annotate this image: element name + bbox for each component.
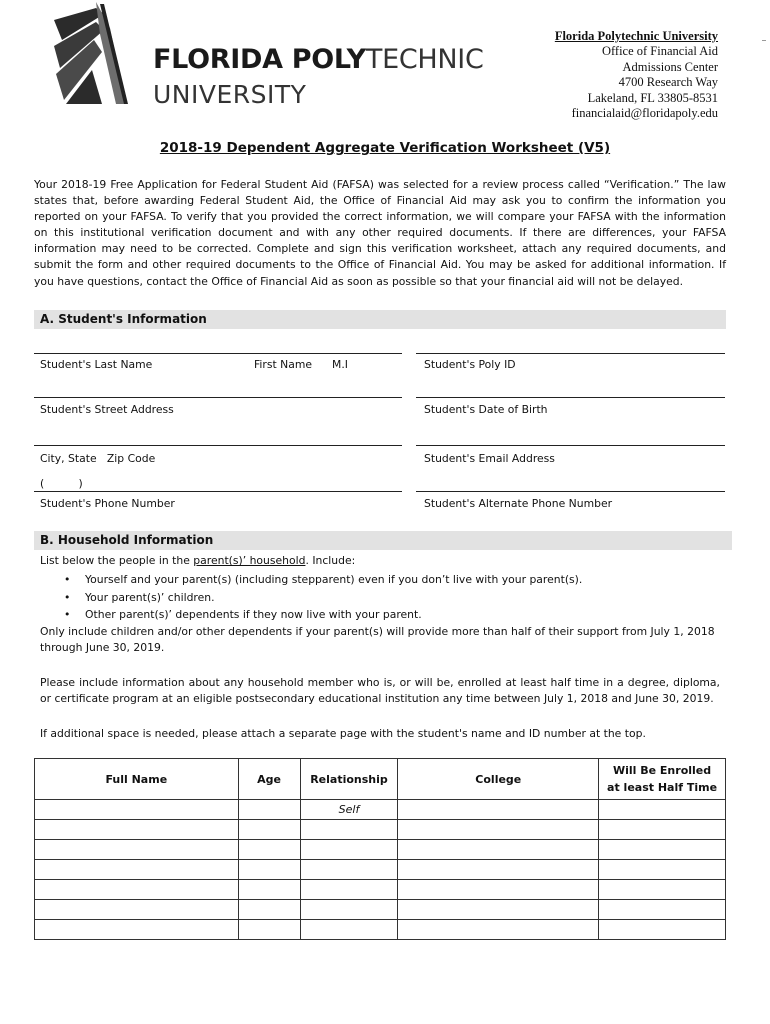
table-cell[interactable]	[398, 880, 599, 900]
table-cell[interactable]	[35, 860, 239, 880]
office-address	[555, 29, 718, 121]
table-cell[interactable]	[35, 820, 239, 840]
household-list-intro: List below the people in the parent(s)’ household. Include:	[40, 554, 356, 567]
table-cell[interactable]	[599, 860, 726, 880]
table-row	[35, 800, 726, 820]
page-title: 2018-19 Dependent Aggregate Verification Worksheet (V5)	[159, 140, 611, 156]
parents-household-link: parent(s)’ household	[193, 554, 306, 567]
table-cell[interactable]	[35, 880, 239, 900]
section-b-heading: B. Household Information	[34, 531, 732, 550]
table-cell[interactable]	[35, 800, 239, 820]
table-row	[35, 860, 726, 880]
street-address-label: Student's Street Address	[40, 403, 174, 416]
mi-label: M.I	[332, 358, 348, 371]
table-cell[interactable]	[300, 920, 398, 940]
last-name-label: Student's Last Name	[40, 358, 153, 371]
email-line[interactable]	[416, 445, 725, 446]
table-cell[interactable]	[398, 920, 599, 940]
table-cell[interactable]	[398, 820, 599, 840]
table-cell[interactable]	[238, 900, 300, 920]
table-cell[interactable]	[238, 920, 300, 940]
table-cell[interactable]	[35, 900, 239, 920]
dob-line[interactable]	[416, 397, 725, 398]
table-cell[interactable]	[599, 880, 726, 900]
table-cell[interactable]	[599, 920, 726, 940]
table-cell[interactable]	[599, 900, 726, 920]
relationship-self-cell[interactable]: Self	[300, 800, 398, 820]
florida-poly-logo-mark-icon	[52, 0, 142, 108]
table-row	[35, 820, 726, 840]
enrollment-note: Please include information about any household member who is, or will be, enrolled at least half time in a degree, diploma, or certificate program at an eligible postsecondary educational institution any time between July 1, 2018 and June 30, 2019.	[40, 676, 720, 705]
col-full-name: Full Name	[35, 759, 239, 800]
table-header-row	[35, 759, 726, 800]
list-item: • Your parent(s)’ children.	[40, 589, 726, 607]
table-cell[interactable]	[238, 880, 300, 900]
table-cell[interactable]	[599, 800, 726, 820]
col-age: Age	[238, 759, 300, 800]
city-state-zip-line[interactable]	[34, 445, 402, 446]
col-relationship: Relationship	[300, 759, 398, 800]
first-name-label: First Name	[254, 358, 313, 371]
table-cell[interactable]	[300, 860, 398, 880]
city-state-zip: Lakeland, FL 33805-8531	[587, 90, 718, 105]
university-name: Florida Polytechnic University	[554, 29, 718, 43]
table-cell[interactable]	[300, 820, 398, 840]
col-college: College	[398, 759, 599, 800]
table-cell[interactable]	[398, 900, 599, 920]
table-cell[interactable]	[300, 880, 398, 900]
list-item: • Yourself and your parent(s) (including stepparent) even if you don’t live with your parent(s).	[40, 571, 726, 589]
street-address-line[interactable]	[34, 397, 402, 398]
table-cell[interactable]	[398, 800, 599, 820]
alt-phone-label: Student's Alternate Phone Number	[424, 497, 613, 510]
table-row	[35, 920, 726, 940]
table-cell[interactable]	[300, 900, 398, 920]
table-cell[interactable]	[599, 840, 726, 860]
logo-wordmark: FLORIDA POLYTECHNIC	[153, 44, 484, 75]
phone-area-code-paren: ( )	[40, 477, 83, 490]
include-list	[40, 571, 726, 623]
logo-wordmark-university: UNIVERSITY	[153, 80, 307, 109]
table-cell[interactable]	[238, 800, 300, 820]
table-row	[35, 880, 726, 900]
table-cell[interactable]	[300, 840, 398, 860]
section-a-heading: A. Student's Information	[34, 310, 726, 329]
table-cell[interactable]	[238, 840, 300, 860]
household-table	[34, 758, 726, 940]
list-item: • Other parent(s)’ dependents if they now live with your parent.	[40, 607, 726, 623]
additional-space-note: If additional space is needed, please attach a separate page with the student's name and ID number at the top.	[40, 727, 646, 740]
dob-label: Student's Date of Birth	[424, 403, 548, 416]
col-enrolled-half-time: Will Be Enrolled at least Half Time	[599, 759, 726, 800]
phone-label: Student's Phone Number	[40, 497, 175, 510]
phone-line[interactable]	[34, 491, 402, 492]
poly-id-label: Student's Poly ID	[424, 358, 516, 371]
table-cell[interactable]	[238, 820, 300, 840]
building-name: Admissions Center	[622, 59, 718, 74]
intro-paragraph: Your 2018-19 Free Application for Federal Student Aid (FAFSA) was selected for a review process called “Verification.” The law states that, before awarding Federal Student Aid, the Office of Financial Aid may ask you to confirm the information you reported on your FAFSA. To verify that you provided the correct information, we will compare your FAFSA with the information on this institutional verification document and with any other required documents. If there are differences, your FAFSA information may need to be corrected. Complete and sign this verification worksheet, attach any required documents, and submit the form and other required documents to the Office of Financial Aid. You may be asked for additional information. If you have questions, contact the Office of Financial Aid as soon as possible so that your financial aid will not be delayed.	[34, 178, 726, 288]
poly-id-line[interactable]	[416, 353, 725, 354]
table-row	[35, 840, 726, 860]
table-cell[interactable]	[599, 820, 726, 840]
office-name: Office of Financial Aid	[601, 44, 718, 59]
table-row	[35, 900, 726, 920]
city-state-zip-label: City, State Zip Code	[40, 452, 156, 465]
table-cell[interactable]	[398, 840, 599, 860]
table-cell[interactable]	[35, 920, 239, 940]
table-cell[interactable]	[398, 860, 599, 880]
scan-mark	[762, 40, 766, 41]
table-cell[interactable]	[238, 860, 300, 880]
only-include-note: Only include children and/or other dependents if your parent(s) will provide more than half of their support from July 1, 2018 through June 30, 2019.	[40, 625, 715, 654]
street-address: 4700 Research Way	[618, 75, 718, 90]
alt-phone-line[interactable]	[416, 491, 725, 492]
table-cell[interactable]	[35, 840, 239, 860]
email-label: Student's Email Address	[424, 452, 555, 465]
last-first-mi-line[interactable]	[34, 353, 402, 354]
office-email: financialaid@floridapoly.edu	[571, 106, 718, 121]
